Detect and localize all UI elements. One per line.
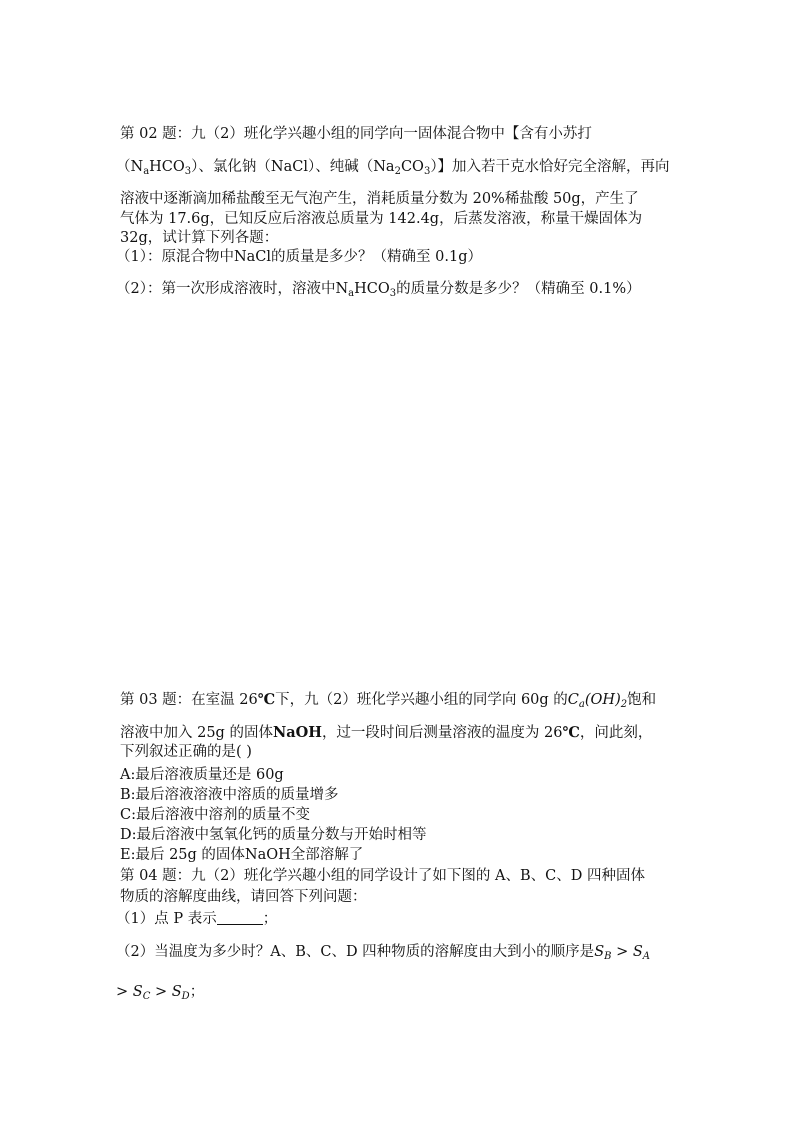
q02-sub-question-2: （2）：第一次形成溶液时，溶液中$N_aHCO_3$的质量分数是多少？（精确至 0.1%） <box>116 281 641 299</box>
q03-line-1: 第 03 题：在室温 26℃下，九（2）班化学兴趣小组的同学向 60g 的$C_a(OH)_2$饱和 <box>120 691 657 710</box>
q03-option-b: B:最后溶液溶液中溶质的质量增多 <box>120 787 339 803</box>
q02-line-5: 32g，试计算下列各题： <box>120 230 279 246</box>
q03-line-2: 溶液中加入 25g 的固体NaOH，过一段时间后测量溶液的温度为 26℃，问此刻， <box>120 724 653 741</box>
q02-line-3: 溶液中逐渐滴加稀盐酸至无气泡产生，消耗质量分数为 20%稀盐酸 50g，产生了 <box>120 191 639 207</box>
q03-option-e: E:最后 25g 的固体NaOH全部溶解了 <box>120 847 364 863</box>
q04-line-1: 第 04 题：九（2）班化学兴趣小组的同学设计了如下图的 A、B、C、D 四种固体 <box>120 868 645 884</box>
solubility-order-part-1: $S_B > S_A$ <box>594 944 651 962</box>
q03-option-d: D:最后溶液中氢氧化钙的质量分数与开始时相等 <box>120 827 427 843</box>
q02-sub-question-1: （1）：原混合物中NaCl的质量是多少？（精确至 0.1g） <box>116 249 482 265</box>
q04-sub-question-1: （1）点 P 表示 ； <box>116 911 278 927</box>
q04-solubility-order-continued: > $S_C > S_D$； <box>116 984 205 1002</box>
q04-sub-question-2: （2）当温度为多少时？A、B、C、D 四种物质的溶解度由大到小的顺序是$S_B > S_A$ <box>116 944 651 962</box>
answer-blank <box>217 911 263 925</box>
q02-line-2: $(N_aHCO_3)$、氯化钠（NaCl）、纯碱$(Na_2CO_3)$】加入若干克水恰好完全溶解，再向 <box>116 159 670 177</box>
q04-line-2: 物质的溶解度曲线，请回答下列问题： <box>120 889 367 905</box>
q02-line-4: 气体为 17.6g，已知反应后溶液总质量为 142.4g，后蒸发溶液，称量干燥固体为 <box>120 211 643 227</box>
q03-line-3: 下列叙述正确的是( ) <box>120 744 252 760</box>
q03-option-a: A:最后溶液质量还是 60g <box>120 767 284 783</box>
formula-calcium-hydroxide: $C_a(OH)_2$ <box>567 692 628 710</box>
q03-option-c: C:最后溶液中溶剂的质量不变 <box>120 807 310 823</box>
q02-line-1: 第 02 题：九（2）班化学兴趣小组的同学向一固体混合物中【含有小苏打 <box>120 126 592 142</box>
